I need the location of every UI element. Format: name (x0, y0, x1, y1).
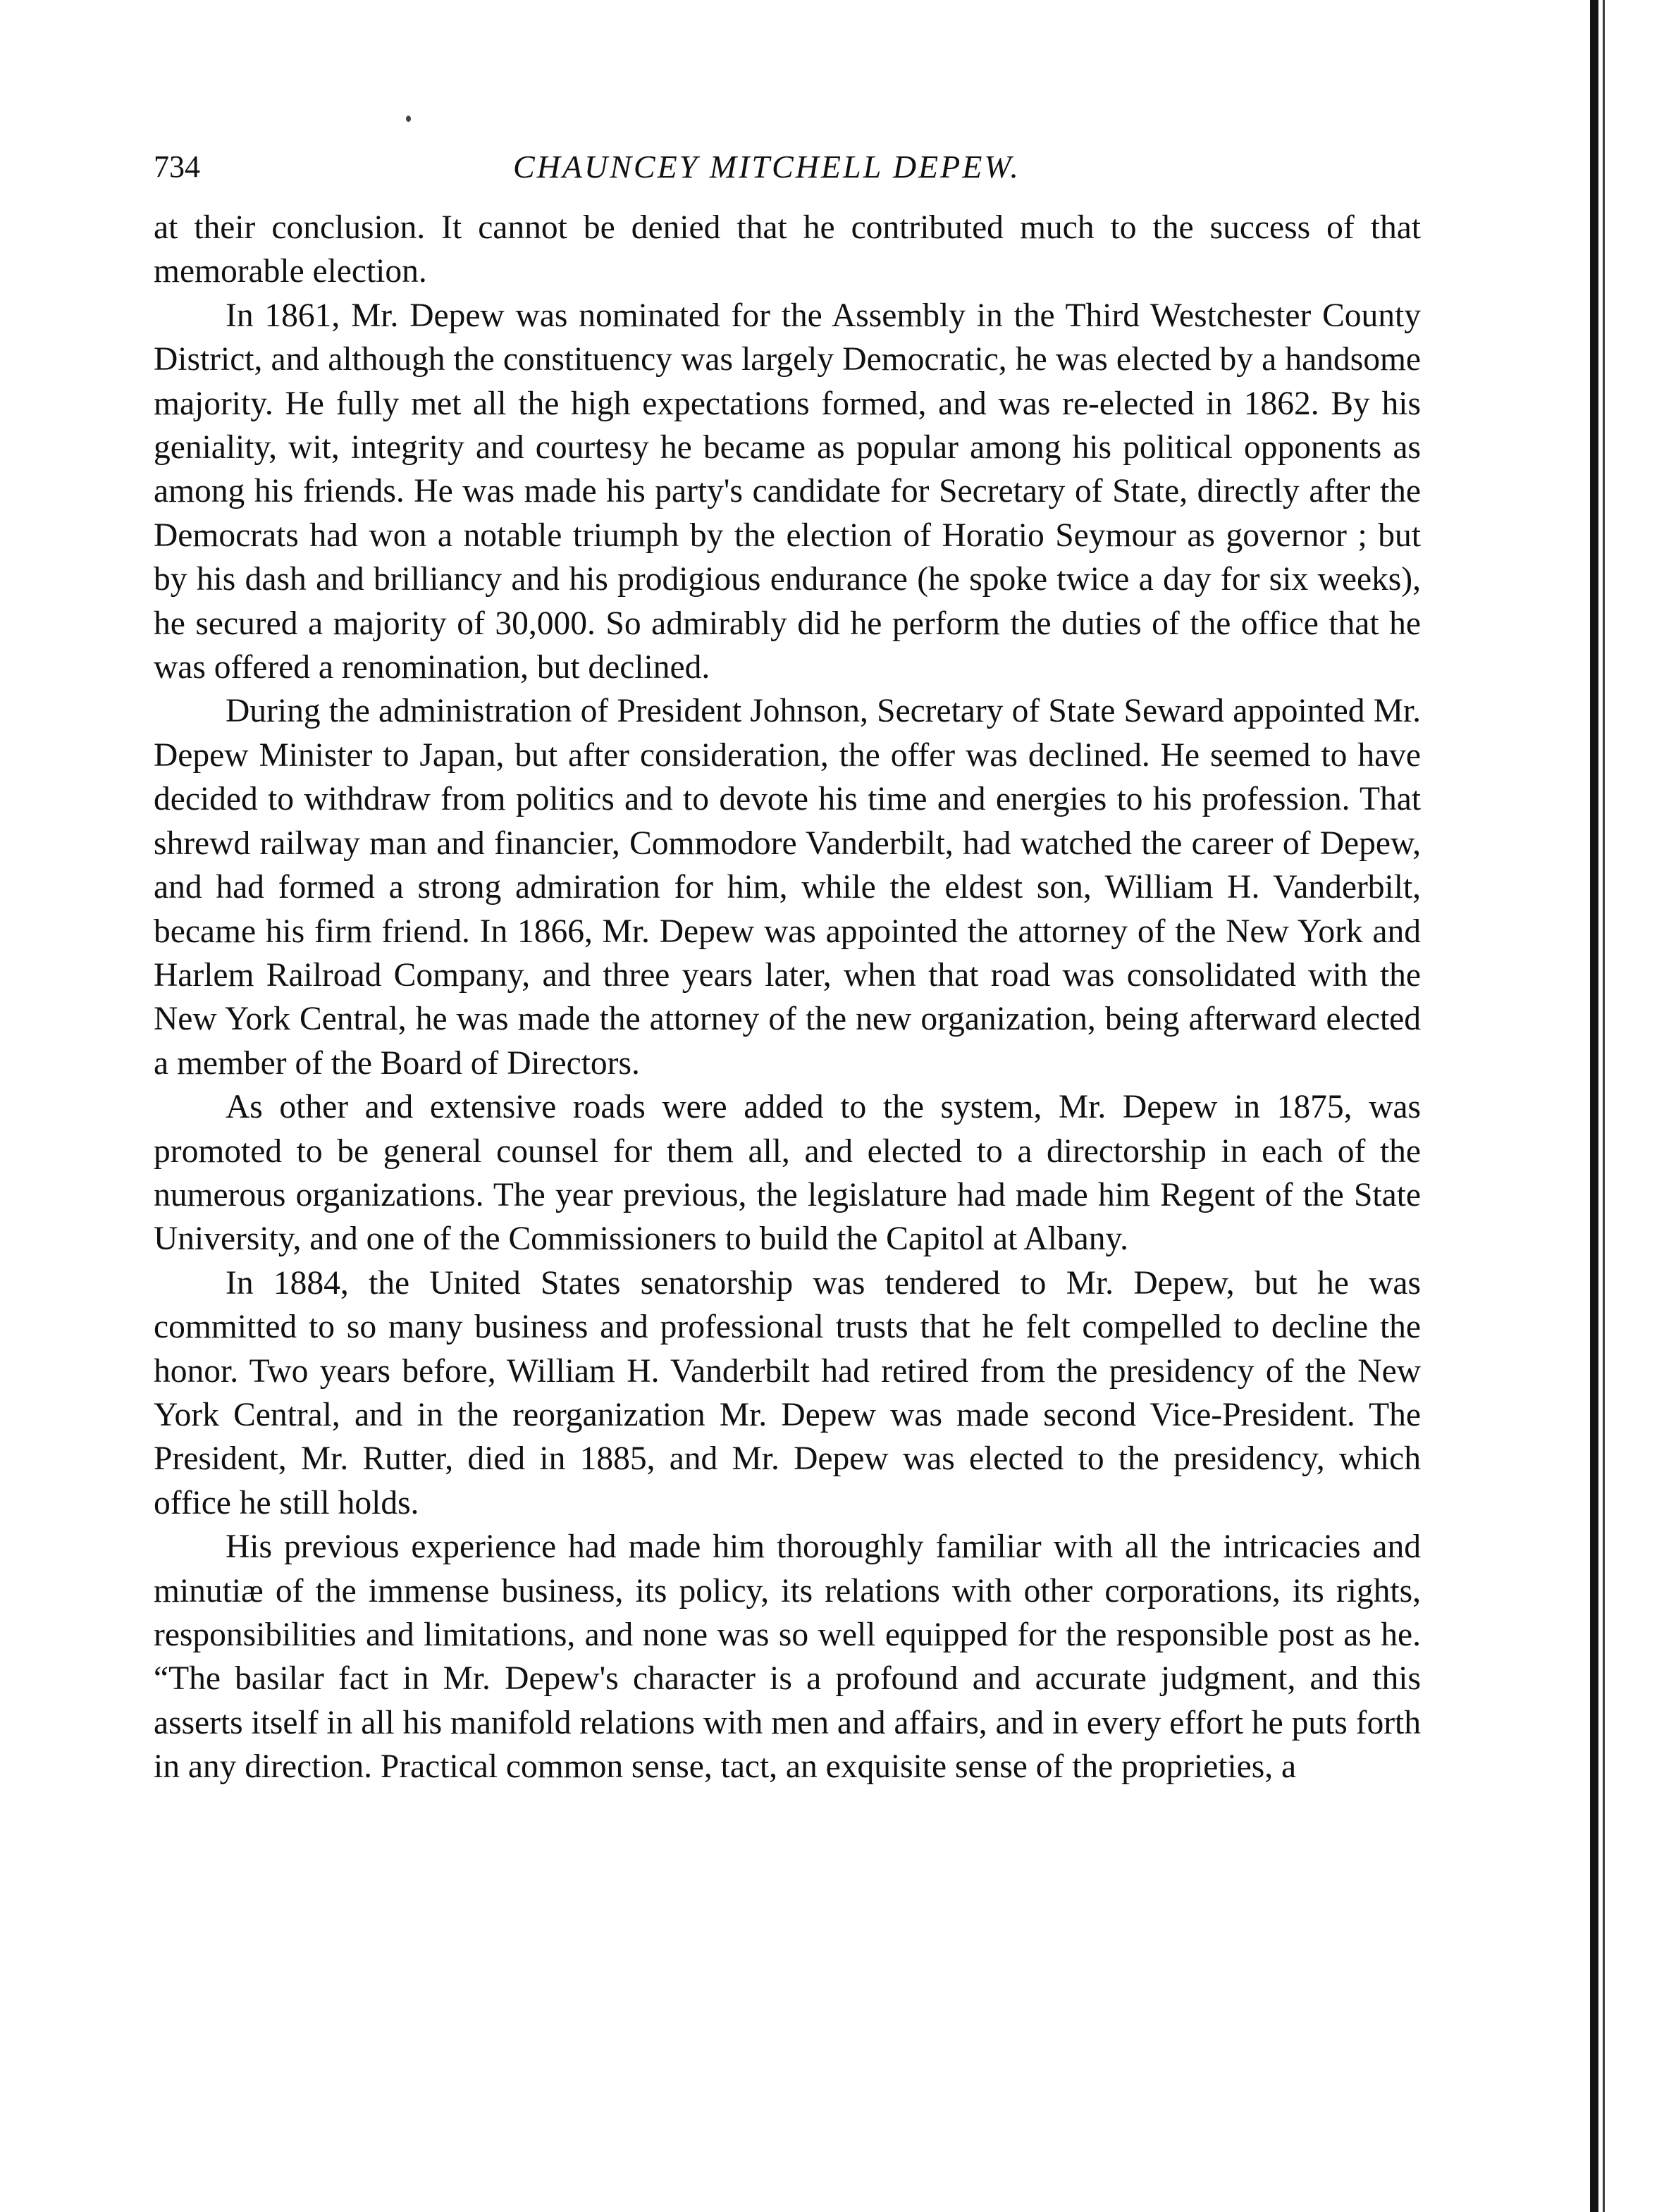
running-head: CHAUNCEY MITCHELL DEPEW. (513, 149, 1021, 185)
paragraph-senatorship: In 1884, the United States senatorship was tendered to Mr. Depew, but he was committed to so many business and professional trusts that he felt compelled to decline the honor. Two years before, William H. Vanderbilt had retired from the presidency of the New York Central, and in the reorganization Mr. Depew was made second Vice-President. The President, Mr. Rutter, died in 1885, and Mr. Depew was elected to the presidency, which office he still holds. (154, 1264, 1421, 1521)
page-number: 734 (154, 149, 200, 184)
paragraph-general-counsel: As other and extensive roads were added to the system, Mr. Depew in 1875, was promoted to be general counsel for them all, and elected to a directorship in each of the numerous organizations. The year previous, the legislature had made him Regent of the State University, and one of the Commissioners to build the Capitol at Albany. (154, 1089, 1421, 1258)
page-edge-border (1590, 0, 1598, 2212)
paragraph-experience: His previous experience had made him thoroughly familiar with all the intricacies and minutiæ of the immense business, its policy, its relations with other corporations, its rights, responsibilities and limitations, and none was so well equipped for the responsible post as he. “The basilar fact in Mr. Depew's character is a profound and accurate judgment, and this asserts itself in all his manifold relations with men and affairs, and in every effort he puts forth in any direction. Practical common sense, tact, an exquisite sense of the proprieties, a (154, 1528, 1421, 1786)
paragraph-administration: During the administration of President Johnson, Secretary of State Seward appointed Mr. Depew Minister to Japan, but after consideration, the offer was declined. He seemed to have decided to withdraw from politics and to devote his time and energies to his profession. That shrewd railway man and financier, Commodore Vanderbilt, had watched the career of Depew, and had formed a strong admiration for him, while the eldest son, William H. Vanderbilt, became his firm friend. In 1866, Mr. Depew was appointed the attorney of the New York and Harlem Railroad Company, and three years later, when that road was consolidated with the New York Central, he was made the attorney of the new organization, being afterward elected a member of the Board of Directors. (154, 693, 1421, 1082)
page-edge-line (1603, 0, 1605, 2212)
paragraph-continuation: at their conclusion. It cannot be denied that he contributed much to the success of that memorable election. (154, 209, 1421, 290)
page-header (154, 142, 1535, 192)
ink-speck (406, 116, 411, 122)
body-text (154, 206, 1421, 1789)
paragraph-assembly: In 1861, Mr. Depew was nominated for the Assembly in the Third Westchester County District, and although the constituency was largely Democratic, he was elected by a handsome majority. He fully met all the high expectations formed, and was re-elected in 1862. By his geniality, wit, integrity and courtesy he became as popular among his political opponents as among his friends. He was made his party's candidate for Secretary of State, directly after the Democrats had won a notable triumph by the election of Horatio Seymour as governor ; but by his dash and brilliancy and his prodigious endurance (he spoke twice a day for six weeks), he secured a majority of 30,000. So admirably did he perform the duties of the office that he was offered a renomination, but declined. (154, 297, 1421, 686)
